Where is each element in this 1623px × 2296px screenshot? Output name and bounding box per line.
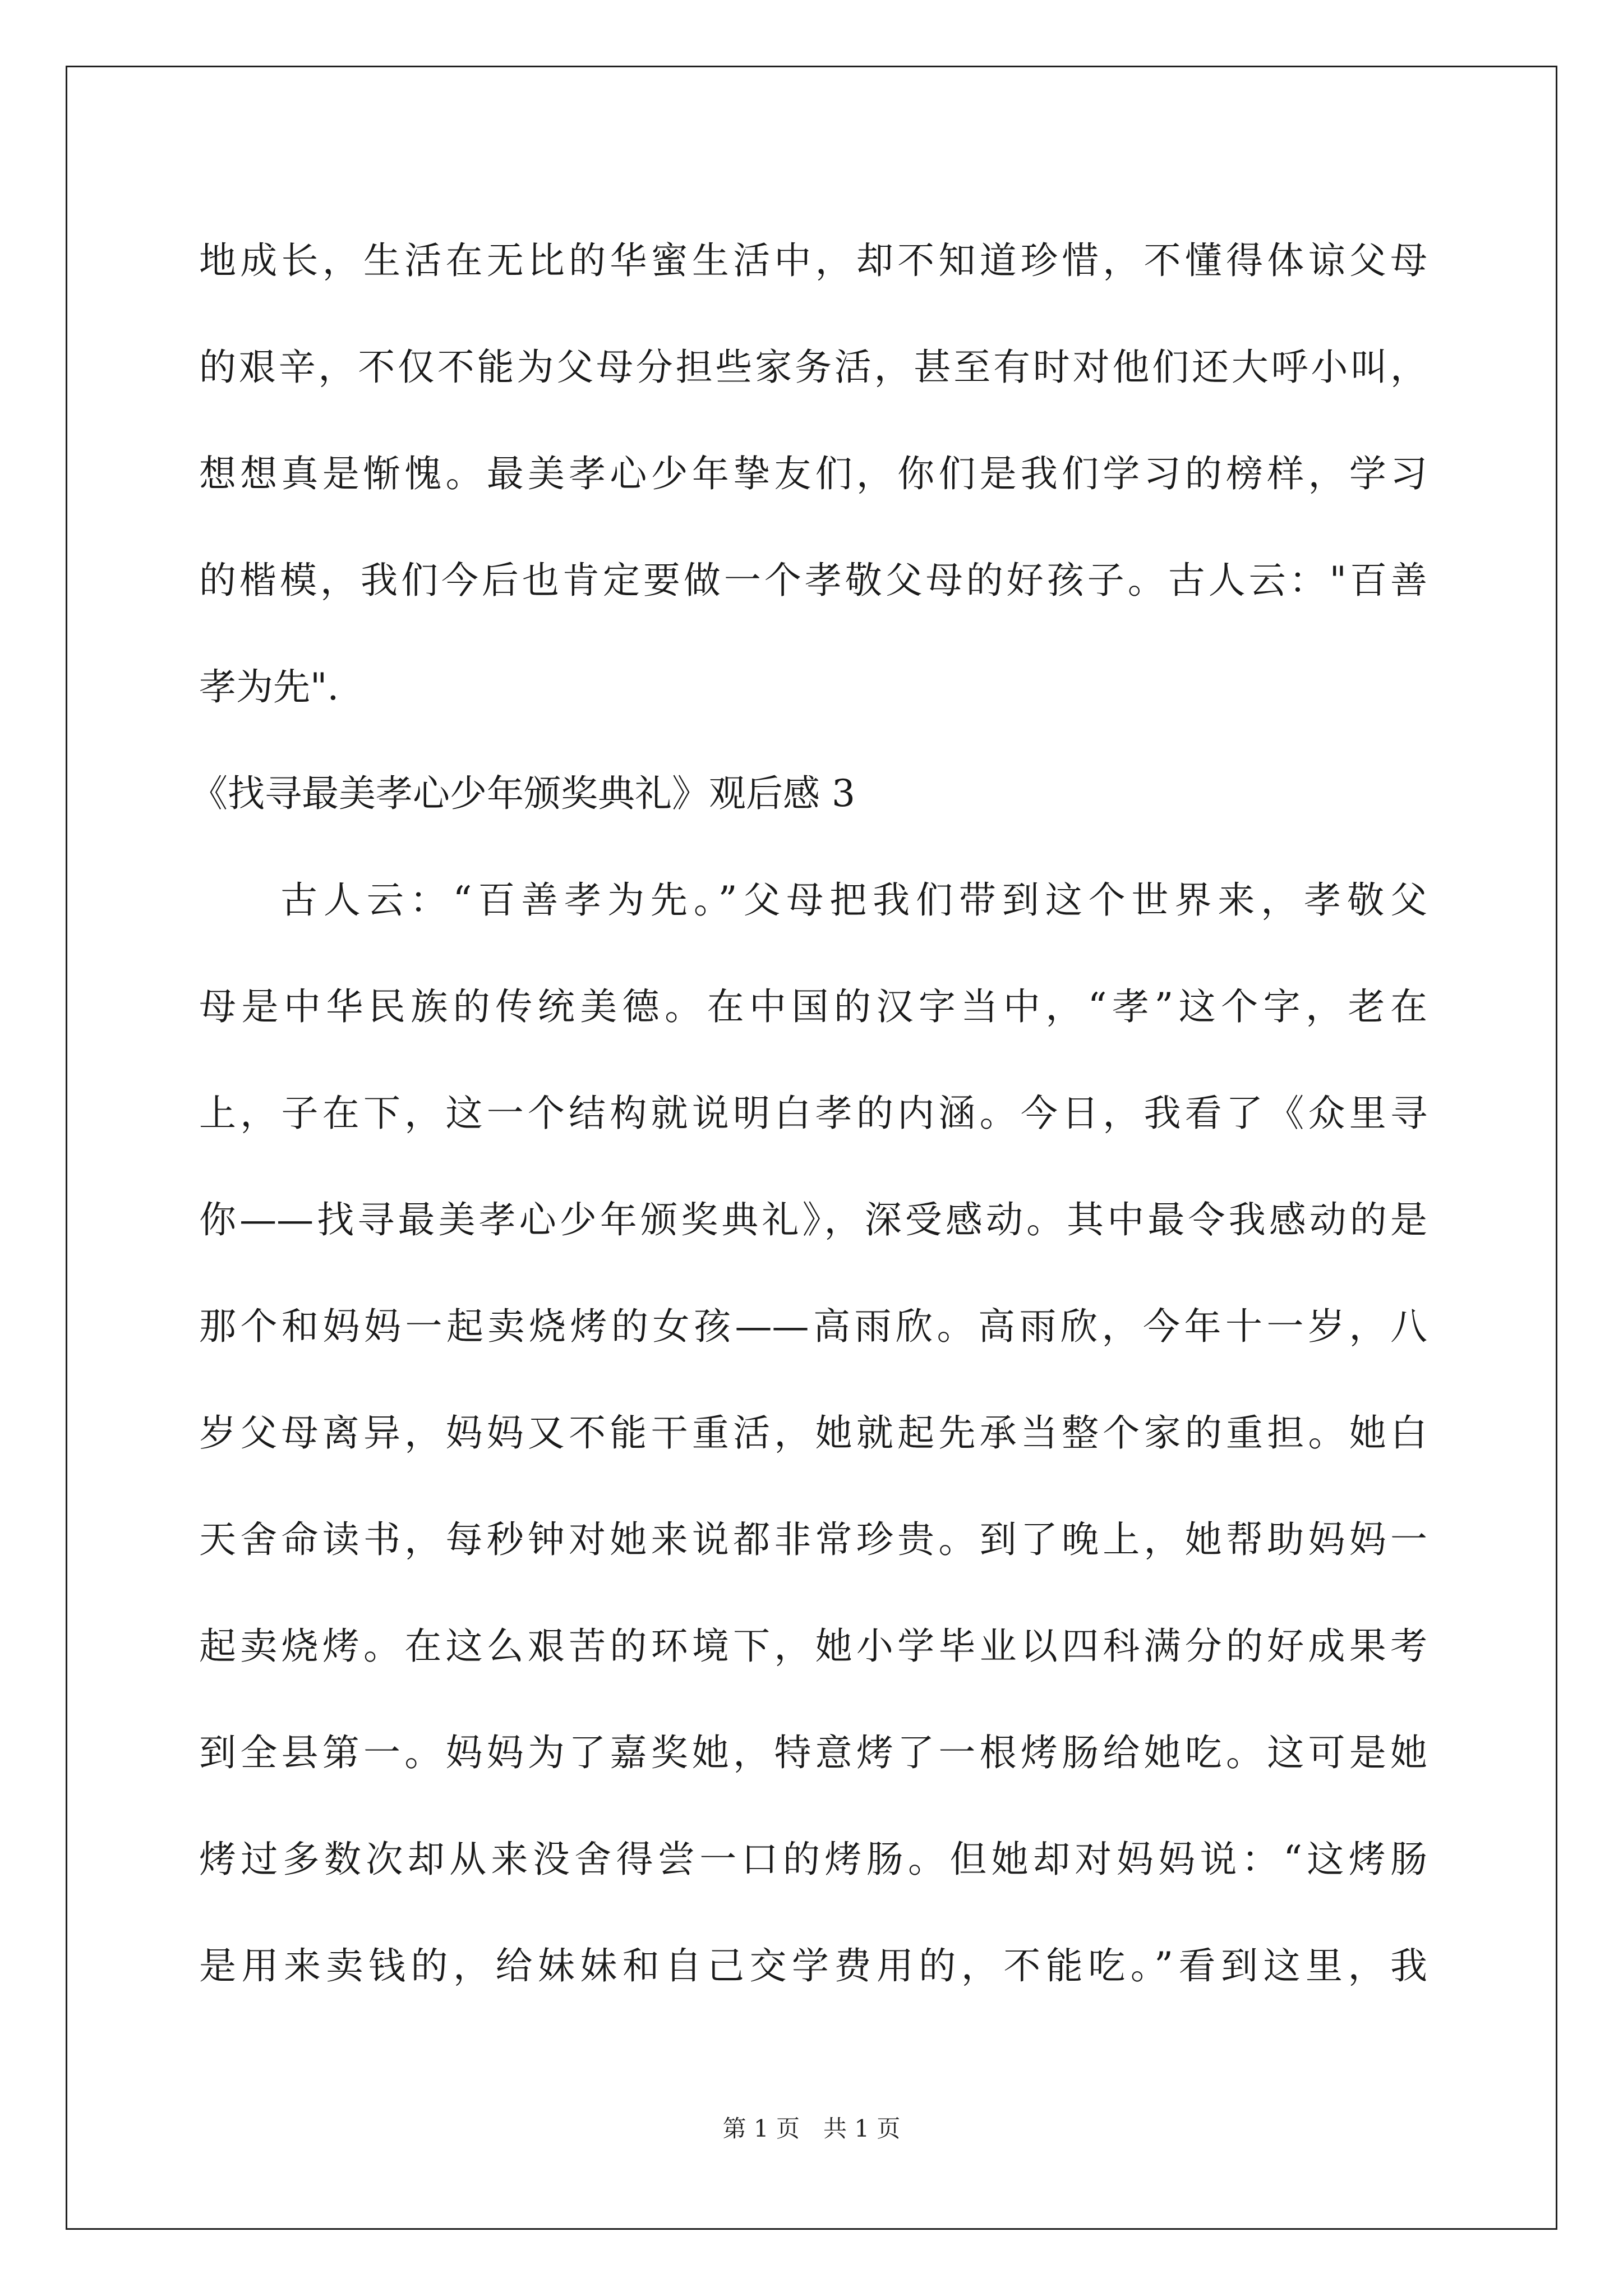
paragraph-line: 的楷模，我们今后也肯定要做一个孝敬父母的好孩子。古人云："百善 <box>199 559 1427 602</box>
paragraph-line: 孝为先". <box>199 665 339 708</box>
paragraph-line: 天舍命读书，每秒钟对她来说都非常珍贵。到了晚上，她帮助妈妈一 <box>199 1518 1427 1561</box>
paragraph-line: 的艰辛，不仅不能为父母分担些家务活，甚至有时对他们还大呼小叫， <box>199 346 1427 389</box>
paragraph-line: 烤过多数次却从来没舍得尝一口的烤肠。但她却对妈妈说：“这烤肠 <box>199 1838 1427 1881</box>
section-heading: 《找寻最美孝心少年颁奖典礼》观后感 3 <box>191 772 855 815</box>
document-body <box>191 208 1427 2019</box>
paragraph-line: 想想真是惭愧。最美孝心少年挚友们，你们是我们学习的榜样，学习 <box>199 452 1427 495</box>
paragraph-line: 你——找寻最美孝心少年颁奖典礼》，深受感动。其中最令我感动的是 <box>199 1198 1427 1241</box>
paragraph-line: 起卖烧烤。在这么艰苦的环境下，她小学毕业以四科满分的好成果考 <box>199 1625 1427 1668</box>
paragraph-line: 到全县第一。妈妈为了嘉奖她，特意烤了一根烤肠给她吃。这可是她 <box>199 1731 1427 1774</box>
paragraph-line: 岁父母离异，妈妈又不能干重活，她就起先承当整个家的重担。她白 <box>199 1411 1427 1455</box>
paragraph-line: 母是中华民族的传统美德。在中国的汉字当中，“孝”这个字，老在 <box>199 985 1427 1028</box>
paragraph-line: 那个和妈妈一起卖烧烤的女孩——高雨欣。高雨欣，今年十一岁，八 <box>199 1305 1427 1348</box>
paragraph-line: 上，子在下，这一个结构就说明白孝的内涵。今日，我看了《众里寻 <box>199 1092 1427 1135</box>
page-number-footer: 第 1 页 共 1 页 <box>722 2115 901 2142</box>
paragraph-line: 古人云：“百善孝为先。”父母把我们带到这个世界来，孝敬父 <box>280 878 1427 922</box>
paragraph-line: 地成长，生活在无比的华蜜生活中，却不知道珍惜，不懂得体谅父母 <box>199 239 1427 282</box>
paragraph-line: 是用来卖钱的，给妹妹和自己交学费用的，不能吃。”看到这里，我 <box>199 1944 1427 1987</box>
